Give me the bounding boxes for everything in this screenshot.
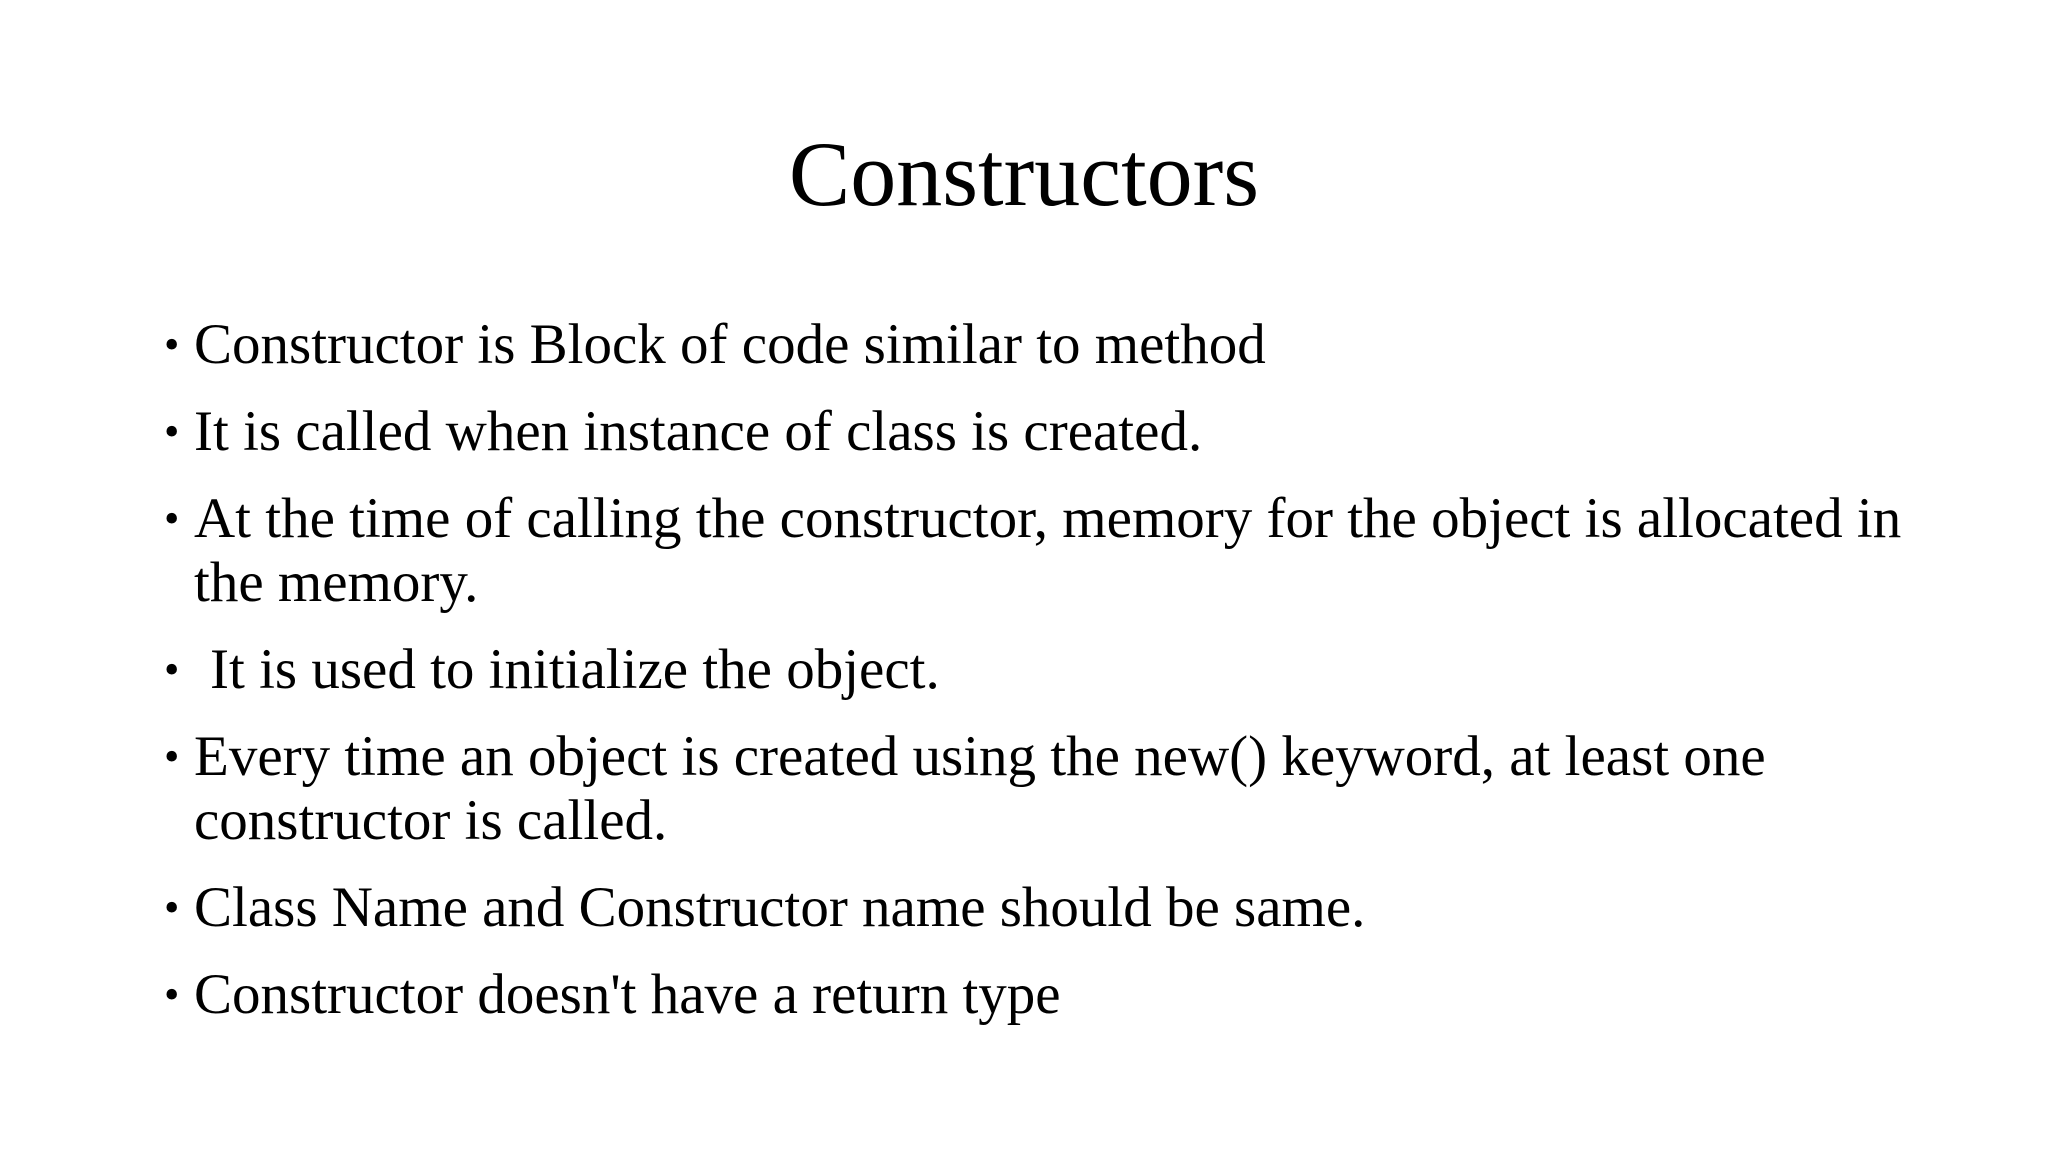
bullet-text: Class Name and Constructor name should be same. bbox=[194, 876, 1366, 939]
bullet-item bbox=[166, 313, 1926, 377]
bullet-list bbox=[166, 313, 1926, 1050]
bullet-dot-icon: • bbox=[164, 320, 180, 369]
bullet-item bbox=[166, 638, 1926, 702]
bullet-text: At the time of calling the constructor, memory for the object is allocated in the memory. bbox=[194, 487, 1902, 614]
bullet-dot-icon: • bbox=[164, 883, 180, 932]
bullet-dot-icon: • bbox=[164, 407, 180, 456]
bullet-dot-icon: • bbox=[164, 732, 180, 781]
bullet-dot-icon: • bbox=[164, 970, 180, 1019]
bullet-text: Constructor is Block of code similar to method bbox=[194, 313, 1266, 376]
bullet-item bbox=[166, 876, 1926, 940]
bullet-item bbox=[166, 963, 1926, 1027]
bullet-item bbox=[166, 400, 1926, 464]
bullet-text: Constructor doesn't have a return type bbox=[194, 963, 1061, 1026]
slide-title: Constructors bbox=[788, 123, 1260, 225]
bullet-dot-icon: • bbox=[164, 645, 180, 694]
bullet-text: It is called when instance of class is created. bbox=[194, 400, 1203, 463]
bullet-item bbox=[166, 725, 1926, 853]
bullet-text: It is used to initialize the object. bbox=[210, 638, 940, 701]
bullet-item bbox=[166, 487, 1926, 615]
bullet-text: Every time an object is created using the new() keyword, at least one constructor is called. bbox=[194, 725, 1766, 852]
bullet-dot-icon: • bbox=[164, 494, 180, 543]
